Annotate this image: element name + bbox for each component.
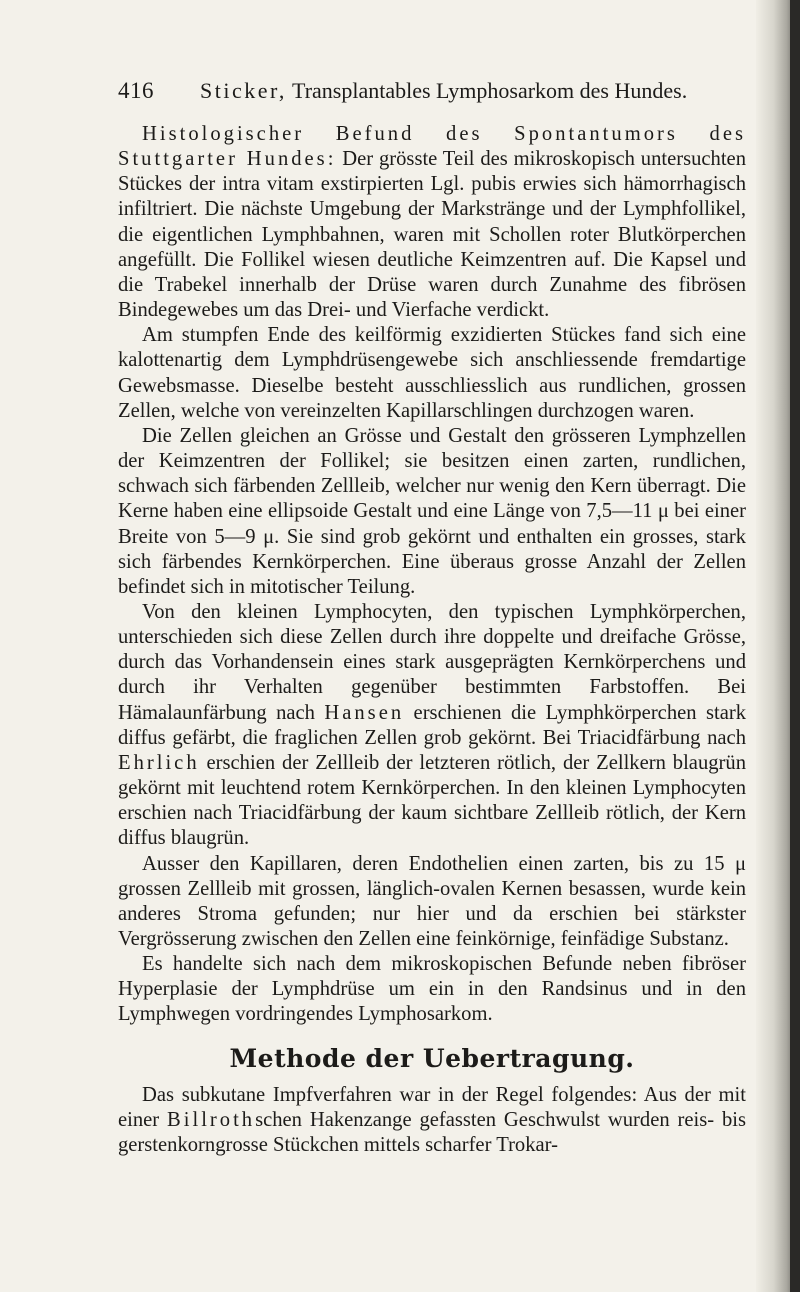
paragraph-7-text-b: schen Hakenzange gefassten Geschwulst wurden reis- bis gerstenkorngrosse Stückchen mittels scharfer Trokar- — [118, 1109, 746, 1157]
name-billroth: Billroth — [167, 1109, 256, 1132]
paragraph-2: Am stumpfen Ende des keilförmig exzidierten Stückes fand sich eine kalottenartig dem Lymphdrüsengewebe sich anschliessende fremdartige Gewebsmasse. Dieselbe besteht ausschliesslich aus rundlichen, grossen Zellen, welche von vereinzelten Kapillarschlingen durchzogen waren. — [118, 324, 746, 422]
name-ehrlich: Ehrlich — [118, 751, 200, 774]
paragraph-4-text-c: erschien der Zellleib der letzteren rötlich, der Zellkern blaugrün gekörnt mit leuchtend rotem Kernkörperchen. In den kleinen Lymphocyten erschien nach Triacidfärbung der kaum sichtbare Zellleib rötlich, der Kern diffus blaugrün. — [118, 751, 746, 850]
paragraph-7 — [118, 1083, 746, 1158]
paragraph-5: Ausser den Kapillaren, deren Endothelien einen zarten, bis zu 15 μ grossen Zellleib mit grossen, länglich-ovalen Kernen besassen, wurde kein anderes Stroma gefunden; nur hier und da erschien bei stärkster Vergrösserung zwischen den Zellen eine feinkörnige, feinfädige Substanz. — [118, 852, 746, 950]
paragraph-6: Es handelte sich nach dem mikroskopischen Befunde neben fibröser Hyperplasie der Lymphdrüse um ein in den Randsinus und in den Lymphwegen vordringendes Lymphosarkom. — [118, 953, 746, 1026]
paragraph-3: Die Zellen gleichen an Grösse und Gestalt den grösseren Lymphzellen der Keimzentren der Follikel; sie besitzen einen zarten, rundlichen, schwach sich färbenden Zellleib, welcher nur wenig den Kern überragt. Die Kerne haben eine ellipsoide Gestalt und eine Länge von 7,5—11 μ bei einer Breite von 5—9 μ. Sie sind grob gekörnt und enthalten ein grosses, stark sich färbendes Kernkörperchen. Eine überaus grosse Anzahl der Zellen befindet sich in mitotischer Teilung. — [118, 424, 746, 598]
paragraph-1-text: Der grösste Teil des mikroskopisch untersuchten Stückes der intra vitam exstirpierten Lgl. pubis erwies sich hämorrhagisch infiltriert. Die nächste Umgebung der Markstränge und der Lymphfollikel, die eigentlichen Lymphbahnen, waren mit Schollen roter Blutkörperchen angefüllt. Die Follikel wiesen deutliche Keimzentren auf. Die Kapsel und die Trabekel innerhalb der Drüse waren durch Zunahme des fibrösen Bindegewebes um das Drei- und Vierfache verdickt. — [118, 148, 746, 322]
paragraph-7-text-a: Das subkutane Impfverfahren war in der Regel folgendes: Aus der mit einer — [118, 1084, 746, 1132]
running-head-author: Sticker, — [200, 78, 287, 103]
section-heading-method: Methode der Uebertragung. — [229, 1044, 635, 1073]
section-method — [118, 1083, 746, 1158]
name-hansen: Hansen — [324, 701, 405, 724]
section-histology — [118, 122, 746, 1028]
paragraph-4-text-b: erschienen die Lymphkörperchen stark diffus gefärbt, die fraglichen Zellen grob gekörnt. Bei Triacidfärbung nach — [118, 701, 746, 749]
paragraph-lead-spaced: Histologischer Befund des Spontantumors des Stuttgarter Hundes: — [118, 123, 746, 171]
paragraph-4-text-a: Von den kleinen Lymphocyten, den typischen Lymphkörperchen, unterschieden sich diese Zellen durch ihre doppelte und dreifache Grösse, durch das Vorhandensein eines stark ausgeprägten Kernkörperchens und durch ihr Verhalten gegenüber bestimmten Farbstoffen. Bei Hämalaunfärbung nach — [118, 600, 746, 724]
page-edge-shadow — [756, 0, 800, 1292]
paragraph-4 — [118, 600, 746, 852]
running-head — [200, 78, 687, 104]
paragraph-1 — [118, 122, 746, 323]
page-number: 416 — [118, 78, 154, 103]
running-head-title: Transplantables Lymphosarkom des Hundes. — [292, 78, 688, 103]
running-header — [118, 78, 688, 108]
